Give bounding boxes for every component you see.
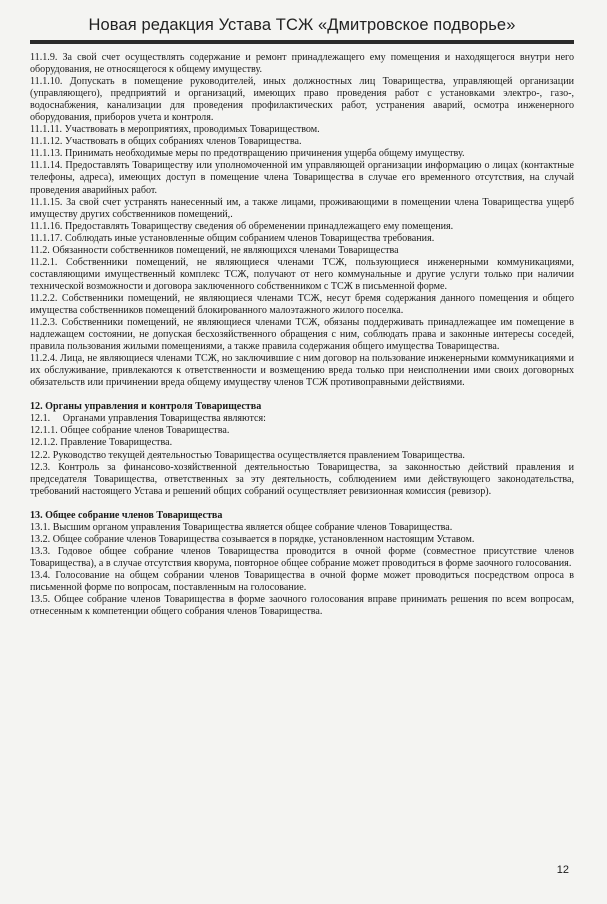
paragraph-11-2-2: 11.2.2. Собственники помещений, не являющиеся членами ТСЖ, несут бремя содержания данного помещения и общего имущества собственников помещений блокированного малоэтажного жилого поселка.: [30, 292, 574, 316]
paragraph-11-1-15: 11.1.15. За свой счет устранять нанесенный им, а также лицами, проживающими в помещении члена Товарищества ущерб имуществу других собственников помещений,.: [30, 196, 574, 220]
paragraph-11-2-4: 11.2.4. Лица, не являющиеся членами ТСЖ, но заключившие с ним договор на пользование инженерными коммуникациями и их обслуживание, привлекаются к ответственности и возмещению вреда только при неисполнении ими своих договорных обязательств или причинении вреда общему имуществу членов ТСЖ противоправными действиями.: [30, 353, 574, 389]
paragraph-12-2: 12.2. Руководство текущей деятельностью Товарищества осуществляется правлением Товарищества.: [30, 449, 465, 461]
section-gap: [30, 389, 574, 401]
page-header: Новая редакция Устава ТСЖ «Дмитровское подворье»: [88, 16, 516, 34]
paragraph-13-3: 13.3. Годовое общее собрание членов Товарищества проводится в очной форме (совместное присутствие членов Товарищества), а в случае отсутствия кворума, повторное общее собрание может проводиться в форме заочного голосования.: [30, 545, 574, 569]
paragraph-11-1-17: 11.1.17. Соблюдать иные установленные общим собранием членов Товарищества требования.: [30, 232, 435, 244]
section-heading-13: 13. Общее собрание членов Товарищества: [30, 509, 223, 521]
paragraph-11-2: 11.2. Обязанности собственников помещений, не являющихся членами Товарищества: [30, 244, 399, 256]
paragraph-11-2-1: 11.2.1. Собственники помещений, не являющиеся членами ТСЖ, пользующиеся инженерными коммуникациями, составляющими имущественный комплекс ТСЖ, получают от него коммунальные и другие услуги только при наличии технической возможности и договора заключенного собственником с ТСЖ в письменной форме.: [30, 256, 574, 292]
paragraph-11-1-10: 11.1.10. Допускать в помещение руководителей, иных должностных лиц Товарищества, управляющей организации (управляющего), предприятий и организаций, имеющих право проведения работ с установками электро-, газо-, водоснабжения, канализации для проведения профилактических работ, устранения аварий, осмотра инженерного оборудования, приборов учета и контроля.: [30, 76, 574, 124]
paragraph-11-1-9: 11.1.9. За свой счет осуществлять содержание и ремонт принадлежащего ему помещения и находящегося внутри него оборудования, не относящегося к общему имуществу.: [30, 52, 574, 76]
paragraph-11-1-11: 11.1.11. Участвовать в мероприятиях, проводимых Товариществом.: [30, 124, 320, 136]
paragraph-11-1-14: 11.1.14. Предоставлять Товариществу или уполномоченной им управляющей организации информацию о лицах (контактные телефоны, адреса), имеющих доступ в помещение члена Товарищества в случае его временного отсутствия, на случай проведения аварийных работ.: [30, 160, 574, 196]
page-number: 12: [556, 864, 569, 876]
paragraph-12-1: 12.1. Органами управления Товарищества являются:: [30, 413, 266, 425]
document-body: [30, 52, 574, 618]
paragraph-11-1-13: 11.1.13. Принимать необходимые меры по предотвращению причинения ущерба общему имуществу.: [30, 148, 465, 160]
paragraph-11-2-3: 11.2.3. Собственники помещений, не являющиеся членами ТСЖ, обязаны поддерживать принадлежащее им помещение в надлежащем состоянии, не допуская бесхозяйственного обращения с ним, соблюдать права и законные интересы соседей, правила пользования жилыми помещениями, а также правила содержания общего имущества Товарищества.: [30, 317, 574, 353]
header-rule: [30, 40, 574, 44]
paragraph-12-1-1: 12.1.1. Общее собрание членов Товарищества.: [30, 425, 230, 437]
paragraph-11-1-16: 11.1.16. Предоставлять Товариществу сведения об обременении принадлежащего ему помещения.: [30, 220, 454, 232]
paragraph-13-4: 13.4. Голосование на общем собрании членов Товарищества в очной форме может проводиться посредством опроса в письменной форме по вопросам, поставленным на голосование.: [30, 569, 574, 593]
paragraph-12-1-2: 12.1.2. Правление Товарищества.: [30, 437, 173, 449]
paragraph-13-5: 13.5. Общее собрание членов Товарищества в форме заочного голосования вправе принимать решения по всем вопросам, отнесенным к компетенции общего собрания членов Товарищества.: [30, 594, 574, 618]
paragraph-13-2: 13.2. Общее собрание членов Товарищества созывается в порядке, установленном настоящим Уставом.: [30, 533, 475, 545]
paragraph-11-1-12: 11.1.12. Участвовать в общих собраниях членов Товарищества.: [30, 136, 302, 148]
paragraph-12-3: 12.3. Контроль за финансово-хозяйственной деятельностью Товарищества, за законностью действий правления и председателя Товарищества, ответственных за эту деятельность, соблюдением ими действующего законодательства, требований настоящего Устава и решений общих собраний осуществляет ревизионная комиссия (ревизор).: [30, 461, 574, 497]
paragraph-13-1: 13.1. Высшим органом управления Товарищества является общее собрание членов Товарищества.: [30, 521, 453, 533]
section-gap: [30, 498, 574, 510]
section-heading-12: 12. Органы управления и контроля Товарищества: [30, 401, 262, 413]
